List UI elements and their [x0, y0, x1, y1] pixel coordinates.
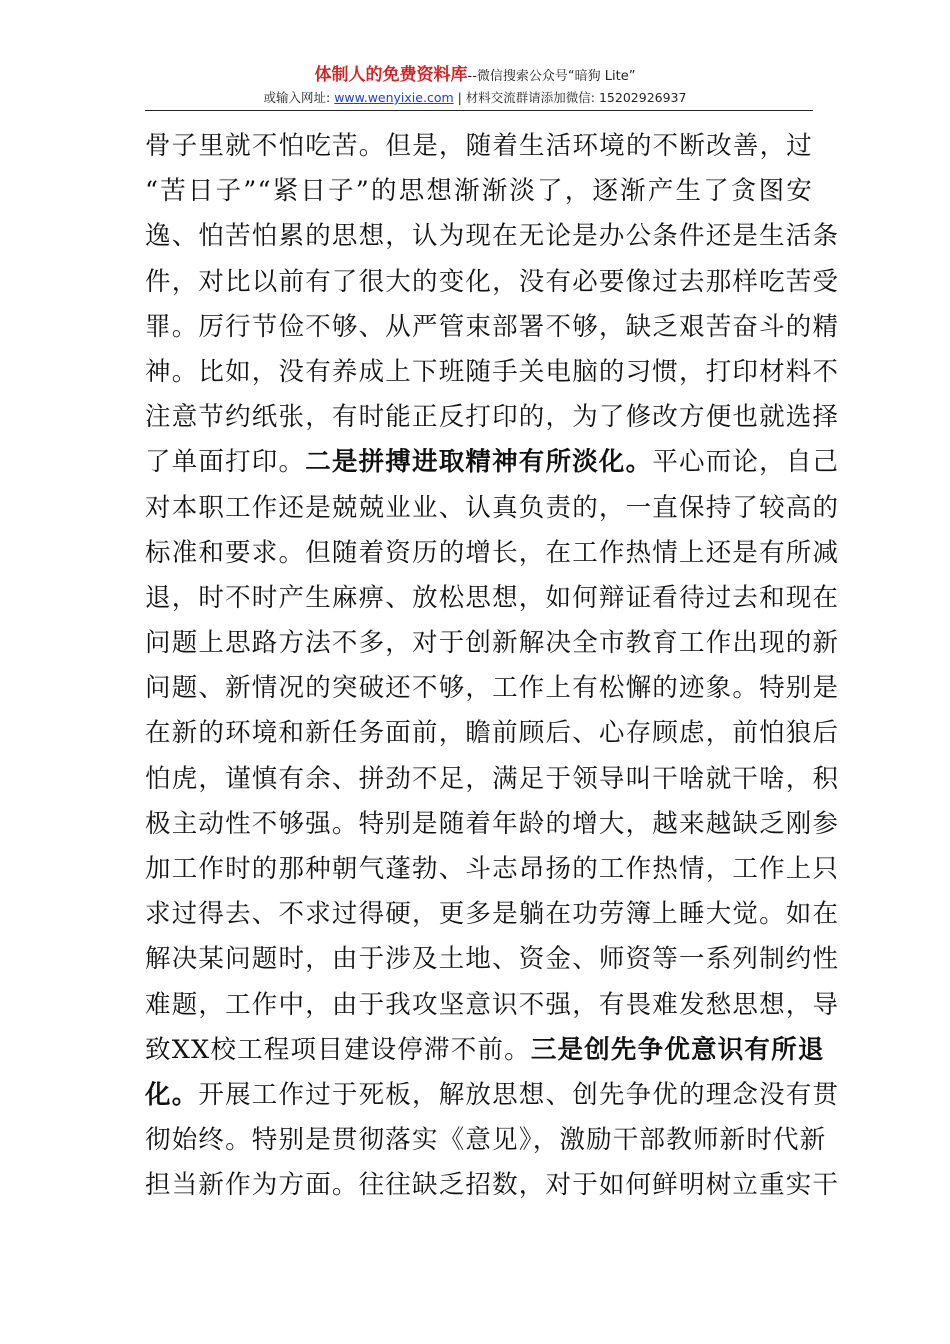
text-run: 问题、新情况的突破还不够，工作上有松懈的迹象。特别是 — [145, 673, 840, 704]
text-line — [145, 757, 840, 802]
text-line — [145, 305, 840, 350]
text-line — [145, 1028, 825, 1073]
text-run: 退，时不时产生麻痹、放松思想，如何辩证看待过去和现在 — [145, 582, 840, 613]
text-line — [145, 395, 840, 440]
text-line — [145, 486, 840, 531]
text-run: 注意节约纸张，有时能正反打印的，为了修改方便也就选择 — [145, 402, 840, 433]
page-header — [0, 66, 950, 106]
website-link[interactable]: www.wenyixie.com — [334, 90, 454, 105]
text-run: 求过得去、不求过得硬，更多是躺在功劳簿上睡大觉。如在 — [145, 899, 840, 930]
text-run: “苦日子”“紧日子”的思想渐渐淡了，逐渐产生了贪图安 — [145, 176, 813, 207]
text-run: 件，对比以前有了很大的变化，没有必要像过去那样吃苦受 — [145, 266, 840, 297]
text-run: 问题上思路方法不多，对于创新解决全市教育工作出现的新 — [145, 628, 840, 659]
text-line — [145, 124, 813, 169]
text-run: 致XX校工程项目建设停滞不前。 — [145, 1034, 531, 1065]
text-line — [145, 1163, 840, 1208]
text-line — [145, 576, 840, 621]
text-run: 了单面打印。 — [145, 447, 306, 478]
text-line — [145, 1118, 827, 1163]
contact-info: | 材料交流群请添加微信: 15202926937 — [453, 90, 687, 105]
text-run: 解决某问题时，由于涉及土地、资金、师资等一系列制约性 — [145, 944, 840, 975]
text-line — [145, 531, 840, 576]
text-run: 加工作时的那种朝气蓬勃、斗志昂扬的工作热情，工作上只 — [145, 854, 840, 884]
header-contact-line — [0, 90, 950, 106]
text-line — [145, 892, 840, 937]
text-line — [145, 621, 840, 666]
text-run: 神。比如，没有养成上下班随手关电脑的习惯，打印材料不 — [145, 356, 840, 387]
text-line — [145, 711, 840, 756]
text-run: 逸、怕苦怕累的思想，认为现在无论是办公条件还是生活条 — [145, 221, 840, 252]
text-run: 标准和要求。但随着资历的增长，在工作热情上还是有所减 — [145, 537, 840, 568]
text-run: 极主动性不够强。特别是随着年龄的增大，越来越缺乏刚参 — [145, 808, 840, 839]
header-promo-line — [0, 66, 950, 86]
text-run: 对本职工作还是兢兢业业、认真负责的，一直保持了较高的 — [145, 492, 840, 523]
text-run: 在新的环境和新任务面前，瞻前顾后、心存顾虑，前怕狼后 — [145, 718, 840, 749]
url-prefix: 或输入网址: — [263, 90, 335, 105]
text-run: 彻始终。特别是贯彻落实《意见》，激励干部教师新时代新 — [145, 1125, 827, 1156]
text-line — [145, 983, 840, 1028]
text-line — [145, 214, 840, 259]
bold-heading-run: 二是拼搏进取精神有所淡化。 — [305, 447, 653, 478]
text-run: 开展工作过于死板，解放思想、创先争优的理念没有贯 — [198, 1079, 840, 1110]
text-line — [145, 802, 840, 847]
document-body — [145, 124, 840, 1209]
text-run: 怕虎，谨慎有余、拼劲不足，满足于领导叫干啥就干啥，积 — [145, 763, 840, 794]
text-run: 担当新作为方面。往往缺乏招数，对于如何鲜明树立重实干 — [145, 1170, 840, 1201]
text-line — [145, 260, 840, 305]
text-line — [145, 440, 840, 485]
text-line — [145, 666, 840, 711]
text-run: 平心而论，自己 — [652, 447, 840, 478]
text-run: 骨子里就不怕吃苦。但是，随着生活环境的不断改善，过 — [145, 131, 813, 161]
text-run: 罪。厉行节俭不够、从严管束部署不够，缺乏艰苦奋斗的精 — [145, 311, 840, 342]
text-line — [145, 350, 840, 395]
bold-heading-run: 化。 — [145, 1079, 199, 1110]
header-divider — [145, 110, 813, 111]
text-line — [145, 847, 840, 892]
text-line — [145, 169, 813, 214]
text-run: 难题，工作中，由于我攻坚意识不强，有畏难发愁思想，导 — [145, 989, 840, 1020]
text-line — [145, 937, 840, 982]
wechat-search-hint: --微信搜索公众号“暗狗 Lite” — [467, 69, 636, 84]
text-line — [145, 1073, 840, 1118]
brand-title: 体制人的免费资料库 — [314, 65, 468, 85]
bold-heading-run: 三是创先争优意识有所退 — [530, 1034, 825, 1065]
